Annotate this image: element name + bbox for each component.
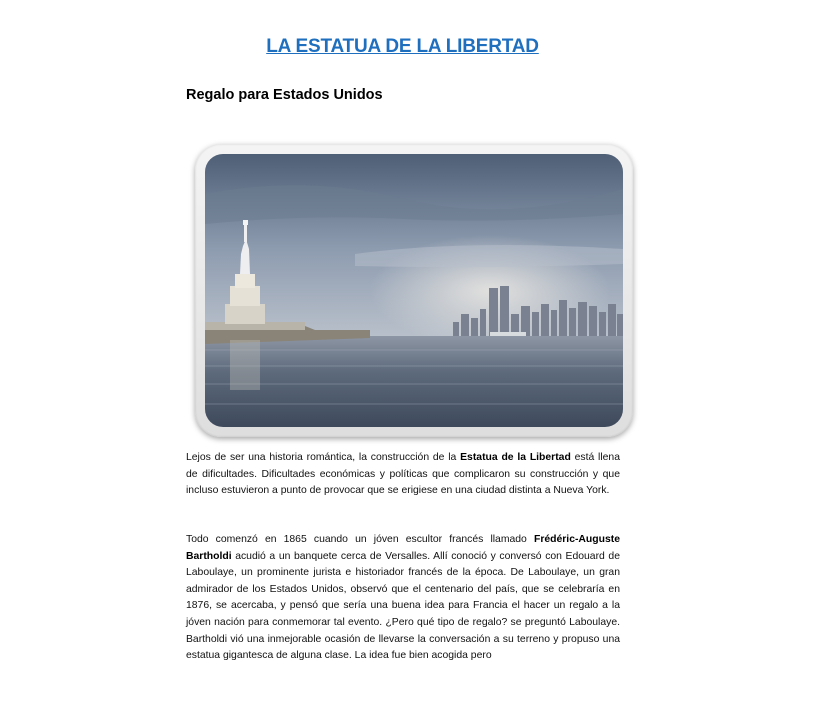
paragraph-1-text-after: está llena de dificultades. Dificultades económicas y políticas que complicaron su construcción y que incluso estuvieron a punto de provocar que se erigiese en una ciudad distinta a Nueva York. <box>186 452 620 497</box>
document-title: LA ESTATUA DE LA LIBERTAD <box>266 36 539 57</box>
photo-frame <box>195 144 633 437</box>
paragraph-2-text-after: acudió a un banquete cerca de Versalles. Allí conoció y conversó con Edouard de Laboulaye, un prominente jurista e historiador francés de la época. De Laboulaye, un gran admirador de los Estados Unidos, observó que el centenario del país, que se celebraría en 1876, se acercaba, y pensó que sería una buena idea para Francia el hacer un regalo a la jóven nación para conmemorar tal evento. ¿Pero qué tipo de regalo? se preguntó Laboulaye. Bartholdi vió una inmejorable ocasión de llevarse la conversación a su terreno y propuso una estatua gigantesca de alguna clase. La idea fue bien acogida pero <box>186 550 620 662</box>
paragraph-2 <box>186 532 620 665</box>
paragraph-1-bold: Estatua de la Libertad <box>460 452 571 463</box>
section-subtitle: Regalo para Estados Unidos <box>186 87 383 103</box>
paragraph-2-text-before: Todo comenzó en 1865 cuando un jóven escultor francés llamado <box>186 534 534 545</box>
paragraph-1-text-before: Lejos de ser una historia romántica, la construcción de la <box>186 452 461 463</box>
paragraph-1 <box>186 450 620 500</box>
paragraph-2-bold: Frédéric-Auguste Bartholdi <box>186 534 620 562</box>
statue-of-liberty-photo <box>205 154 623 427</box>
